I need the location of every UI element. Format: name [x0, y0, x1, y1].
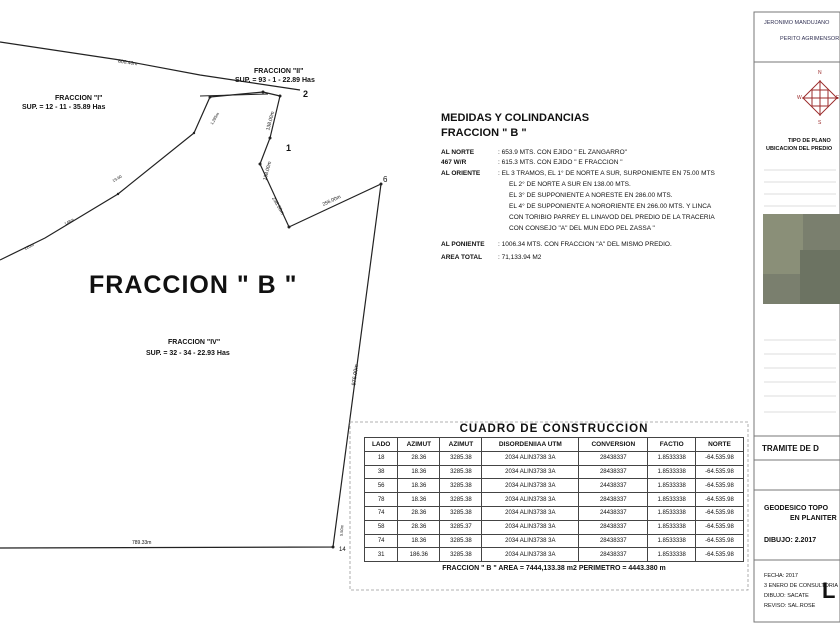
- table-cell: 3285.38: [440, 534, 482, 548]
- edge-label-e1: 138.00m: [265, 110, 277, 132]
- consultoria-label: 3 ENERO DE CONSULTORIA: [764, 583, 839, 589]
- fraction-ii-name: FRACCION "II": [254, 68, 304, 75]
- table-header-row: [365, 438, 744, 452]
- oriente-line-5: CON TORIBIO PARREY EL LINAVOD DEL PREDIO DE LA TRACERIA: [509, 214, 715, 221]
- table-cell: 28438337: [579, 451, 648, 465]
- medidas-title: MEDIDAS Y COLINDANCIAS: [441, 112, 590, 124]
- sur-key: 467 W/R: [441, 159, 467, 166]
- fraction-i-area: SUP. = 12 - 11 - 35.89 Has: [22, 104, 106, 111]
- table-cell: 18.36: [398, 534, 440, 548]
- table-cell: 1.8533338: [648, 451, 696, 465]
- sheet-letter: L: [822, 578, 836, 603]
- table-cell: 186.36: [398, 548, 440, 562]
- table-cell: 2034 ALIN3738 3A: [482, 465, 579, 479]
- oriente-line-6: CON CONSEJO "A" DEL MUN EDO PEL ZASSA ": [509, 225, 655, 232]
- edge-label-w1: 1,285m: [209, 111, 221, 126]
- table-row: [365, 451, 744, 465]
- table-cell: 1.8533338: [648, 520, 696, 534]
- table-row: [365, 479, 744, 493]
- reviso-label: REVISO: SAL.ROSE: [764, 603, 816, 609]
- table-cell: 38: [365, 465, 398, 479]
- col-header: FACTIO: [648, 438, 696, 452]
- area-value: : 71,133.94 M2: [498, 254, 542, 261]
- table-row: [365, 548, 744, 562]
- fraction-i-name: FRACCION "I": [55, 95, 103, 102]
- table-cell: 58: [365, 520, 398, 534]
- table-cell: 24438337: [579, 506, 648, 520]
- map-type-label: TIPO DE PLANO: [788, 138, 831, 144]
- construction-table: [364, 437, 744, 562]
- table-cell: 3285.38: [440, 451, 482, 465]
- edge-label-w3: 148m: [63, 216, 75, 227]
- surveyor-name: JERONIMO MANDUJANO: [764, 20, 830, 26]
- compass-s: S: [818, 120, 822, 126]
- dibujo-label: DIBUJO: 2.2017: [764, 537, 817, 544]
- table-cell: 31: [365, 548, 398, 562]
- table-cell: 3285.37: [440, 520, 482, 534]
- table-cell: 2034 ALIN3738 3A: [482, 534, 579, 548]
- table-cell: 28438337: [579, 520, 648, 534]
- table-cell: -64.535.98: [695, 548, 743, 562]
- table-cell: 18.36: [398, 465, 440, 479]
- table-cell: 28.36: [398, 506, 440, 520]
- table-cell: -64.535.98: [695, 451, 743, 465]
- fraction-iv-name: FRACCION "IV": [168, 339, 221, 346]
- table-cell: 28438337: [579, 534, 648, 548]
- table-cell: 18.36: [398, 493, 440, 507]
- fraction-b-title: FRACCION " B ": [89, 271, 298, 299]
- compass-e: E: [836, 95, 840, 101]
- titleblock-frame: [754, 12, 840, 622]
- vertex-label-6: 6: [383, 175, 388, 184]
- table-cell: 3285.38: [440, 479, 482, 493]
- table-cell: 3285.38: [440, 506, 482, 520]
- compass-w: W: [797, 95, 802, 101]
- table-cell: 2034 ALIN3738 3A: [482, 451, 579, 465]
- col-header: DISORDENIIAA UTM: [482, 438, 579, 452]
- table-cell: 1.8533338: [648, 479, 696, 493]
- col-header: CONVERSION: [579, 438, 648, 452]
- edge-label-e4: 256.00m: [321, 194, 342, 208]
- vertex-label-14: 14: [339, 547, 346, 553]
- poniente-value: : 1006.34 MTS. CON FRACCION "A" DEL MISMO PREDIO.: [498, 241, 672, 248]
- col-header: NORTE: [695, 438, 743, 452]
- table-cell: -64.535.98: [695, 506, 743, 520]
- norte-key: AL NORTE: [441, 149, 475, 156]
- compass-n: N: [818, 70, 822, 76]
- table-cell: 74: [365, 506, 398, 520]
- fecha-label: FECHA: 2017: [764, 573, 798, 579]
- construction-table-block: [364, 422, 744, 572]
- edge-label-se: 5.50m: [338, 524, 345, 537]
- table-row: [365, 465, 744, 479]
- col-header: AZIMUT: [398, 438, 440, 452]
- area-key: AREA TOTAL: [441, 254, 483, 261]
- edge-label-top: 600.40m: [117, 58, 138, 68]
- table-cell: 78: [365, 493, 398, 507]
- fraction-iv-area: SUP. = 32 - 34 - 22.93 Has: [146, 350, 230, 357]
- surveyor-title: PERITO AGRIMENSOR: [780, 36, 840, 42]
- table-cell: -64.535.98: [695, 493, 743, 507]
- edge-label-east: 976.00m: [351, 363, 361, 387]
- sur-value: : 615.3 MTS. CON EJIDO " E FRACCION ": [498, 159, 623, 166]
- edge-label-e3: 238.00m: [270, 196, 286, 216]
- compass-rose-icon: [802, 80, 838, 116]
- fraction-b-boundary: [0, 92, 381, 548]
- table-cell: 1.8533338: [648, 465, 696, 479]
- poniente-key: AL PONIENTE: [441, 241, 485, 248]
- edge-label-w2: 19.60: [111, 173, 123, 184]
- table-cell: -64.535.98: [695, 534, 743, 548]
- table-cell: 3285.38: [440, 548, 482, 562]
- table-cell: 2034 ALIN3738 3A: [482, 506, 579, 520]
- dibujo-by-label: DIBUJO: SACATE: [764, 593, 809, 599]
- table-row: [365, 520, 744, 534]
- table-cell: 28438337: [579, 465, 648, 479]
- vertex-dots: [117, 91, 383, 549]
- table-cell: 1.8533338: [648, 493, 696, 507]
- col-header: AZIMUT: [440, 438, 482, 452]
- oriente-line-3: EL 3° DE SUPPONIENTE A NORESTE EN 286.00 MTS.: [509, 192, 673, 199]
- table-cell: 28.36: [398, 520, 440, 534]
- edge-label-e2: 138.00m: [262, 160, 274, 182]
- edge-label-w4: 120m: [23, 242, 35, 251]
- table-cell: -64.535.98: [695, 465, 743, 479]
- table-cell: 28.36: [398, 451, 440, 465]
- table-cell: 28438337: [579, 493, 648, 507]
- construction-table-footer: FRACCION " B " AREA = 7444,133.38 m2 PERIMETRO = 4443.380 m: [442, 565, 666, 573]
- edge-label-south: 789.33m: [132, 540, 152, 546]
- table-cell: 1.8533338: [648, 548, 696, 562]
- fraction-ii-area: SUP. = 93 - 1 - 22.89 Has: [235, 77, 315, 84]
- oriente-line-4: EL 4° DE SUPPONIENTE A NORORIENTE EN 266.00 MTS. Y LINCA: [509, 203, 712, 210]
- oriente-line-2: EL 2° DE NORTE A SUR EN 138.00 MTS.: [509, 181, 631, 188]
- planitero-label: EN PLANITER: [790, 515, 837, 522]
- medidas-subtitle: FRACCION " B ": [441, 127, 527, 139]
- table-cell: -64.535.98: [695, 520, 743, 534]
- table-cell: 1.8533338: [648, 534, 696, 548]
- oriente-line-1: : EL 3 TRAMOS, EL 1° DE NORTE A SUR, SURPONIENTE EN 75.00 MTS: [498, 170, 715, 177]
- table-cell: 2034 ALIN3738 3A: [482, 548, 579, 562]
- table-row: [365, 506, 744, 520]
- table-row: [365, 493, 744, 507]
- tramite-label: TRAMITE DE D: [762, 444, 819, 453]
- table-cell: 2034 ALIN3738 3A: [482, 479, 579, 493]
- map-location-label: UBICACION DEL PREDIO: [766, 146, 833, 152]
- table-cell: 2034 ALIN3738 3A: [482, 493, 579, 507]
- table-cell: 74: [365, 534, 398, 548]
- col-header: LADO: [365, 438, 398, 452]
- geodesico-label: GEODESICO TOPO: [764, 505, 829, 512]
- table-cell: 2034 ALIN3738 3A: [482, 520, 579, 534]
- table-cell: 1.8533338: [648, 506, 696, 520]
- vertex-label-1: 1: [286, 143, 292, 153]
- vertex-label-2: 2: [303, 89, 309, 99]
- norte-value: : 653.9 MTS. CON EJIDO " EL ZANGARRO": [498, 149, 627, 156]
- construction-table-title: CUADRO DE CONSTRUCCION: [459, 423, 649, 435]
- table-cell: 56: [365, 479, 398, 493]
- table-cell: 18: [365, 451, 398, 465]
- table-cell: 3285.38: [440, 465, 482, 479]
- table-row: [365, 534, 744, 548]
- table-cell: -64.535.98: [695, 479, 743, 493]
- oriente-key: AL ORIENTE: [441, 170, 481, 177]
- table-cell: 18.36: [398, 479, 440, 493]
- table-cell: 3285.38: [440, 493, 482, 507]
- table-cell: 28438337: [579, 548, 648, 562]
- table-cell: 24438337: [579, 479, 648, 493]
